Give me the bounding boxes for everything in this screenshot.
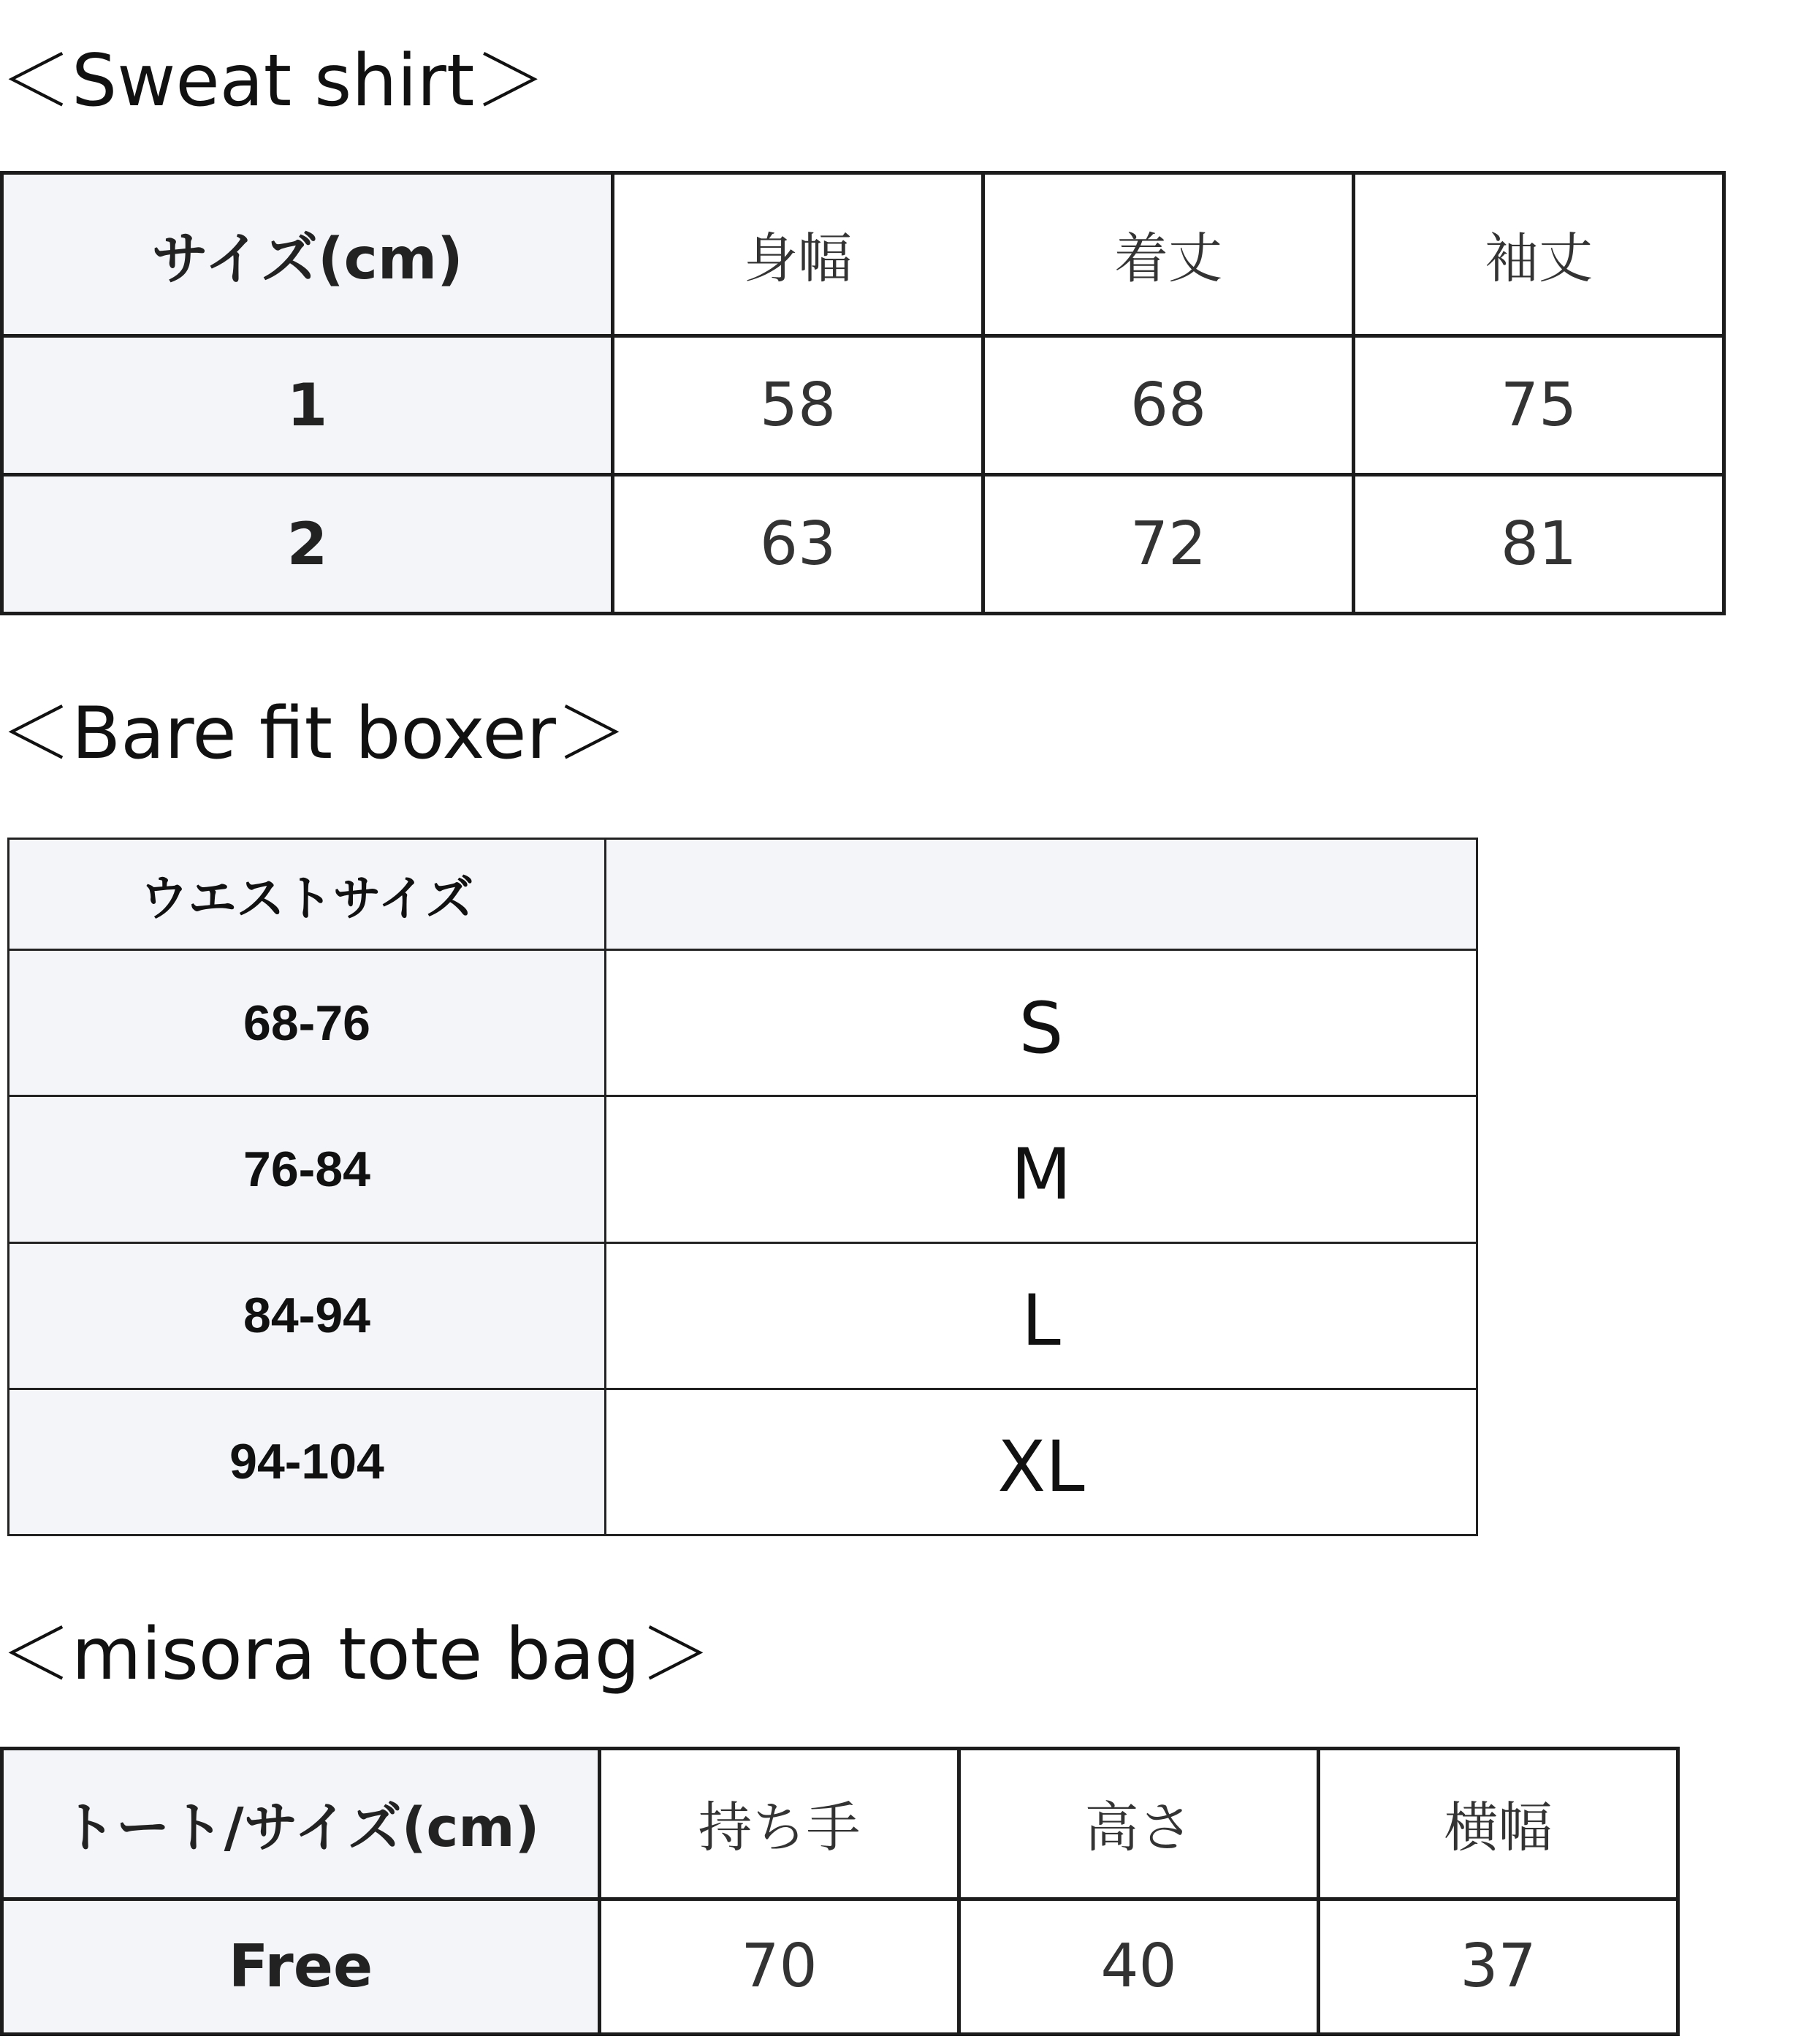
table-row [2, 335, 1724, 474]
header-cell-length: 着丈 [983, 173, 1354, 336]
size-cell: L [606, 1242, 1477, 1389]
row-label: Free [2, 1899, 600, 2034]
row-label: 84-94 [9, 1242, 606, 1389]
table-row [9, 1389, 1477, 1535]
size-cell: S [606, 950, 1477, 1096]
header-cell-waist-size: ウエストサイズ [9, 839, 606, 950]
table-cell: 72 [983, 474, 1354, 613]
size-cell: XL [606, 1389, 1477, 1535]
header-cell-height: 高さ [959, 1749, 1319, 1899]
row-label: 76-84 [9, 1096, 606, 1242]
table-cell: 37 [1319, 1899, 1678, 2034]
sweat-shirt-title: ＜Sweat shirt＞ [0, 39, 547, 123]
table-row [2, 474, 1724, 613]
header-cell-width: 横幅 [1319, 1749, 1678, 1899]
row-label: 68-76 [9, 950, 606, 1096]
header-cell-handle: 持ち手 [600, 1749, 959, 1899]
table-header-row [2, 173, 1724, 336]
table-cell: 81 [1354, 474, 1724, 613]
table-cell: 63 [613, 474, 983, 613]
table-header-row [9, 839, 1477, 950]
header-cell-tote-size: トート/サイズ(cm) [2, 1749, 600, 1899]
boxer-size-table [7, 838, 1478, 1536]
size-cell: M [606, 1096, 1477, 1242]
tote-bag-size-table [0, 1747, 1680, 2036]
table-row [9, 950, 1477, 1096]
boxer-title: ＜Bare fit boxer＞ [0, 692, 628, 775]
header-cell-size: サイズ(cm) [2, 173, 613, 336]
table-header-row [2, 1749, 1678, 1899]
row-label: 2 [2, 474, 613, 613]
table-row [9, 1096, 1477, 1242]
table-row [2, 1899, 1678, 2034]
table-cell: 70 [600, 1899, 959, 2034]
table-row [9, 1242, 1477, 1389]
header-cell-body-width: 身幅 [613, 173, 983, 336]
header-cell-sleeve: 袖丈 [1354, 173, 1724, 336]
table-cell: 75 [1354, 335, 1724, 474]
sweat-shirt-size-table [0, 171, 1726, 615]
table-cell: 40 [959, 1899, 1319, 2034]
tote-bag-title: ＜misora tote bag＞ [0, 1613, 712, 1696]
table-cell: 58 [613, 335, 983, 474]
row-label: 94-104 [9, 1389, 606, 1535]
row-label: 1 [2, 335, 613, 474]
header-cell-empty [606, 839, 1477, 950]
table-cell: 68 [983, 335, 1354, 474]
